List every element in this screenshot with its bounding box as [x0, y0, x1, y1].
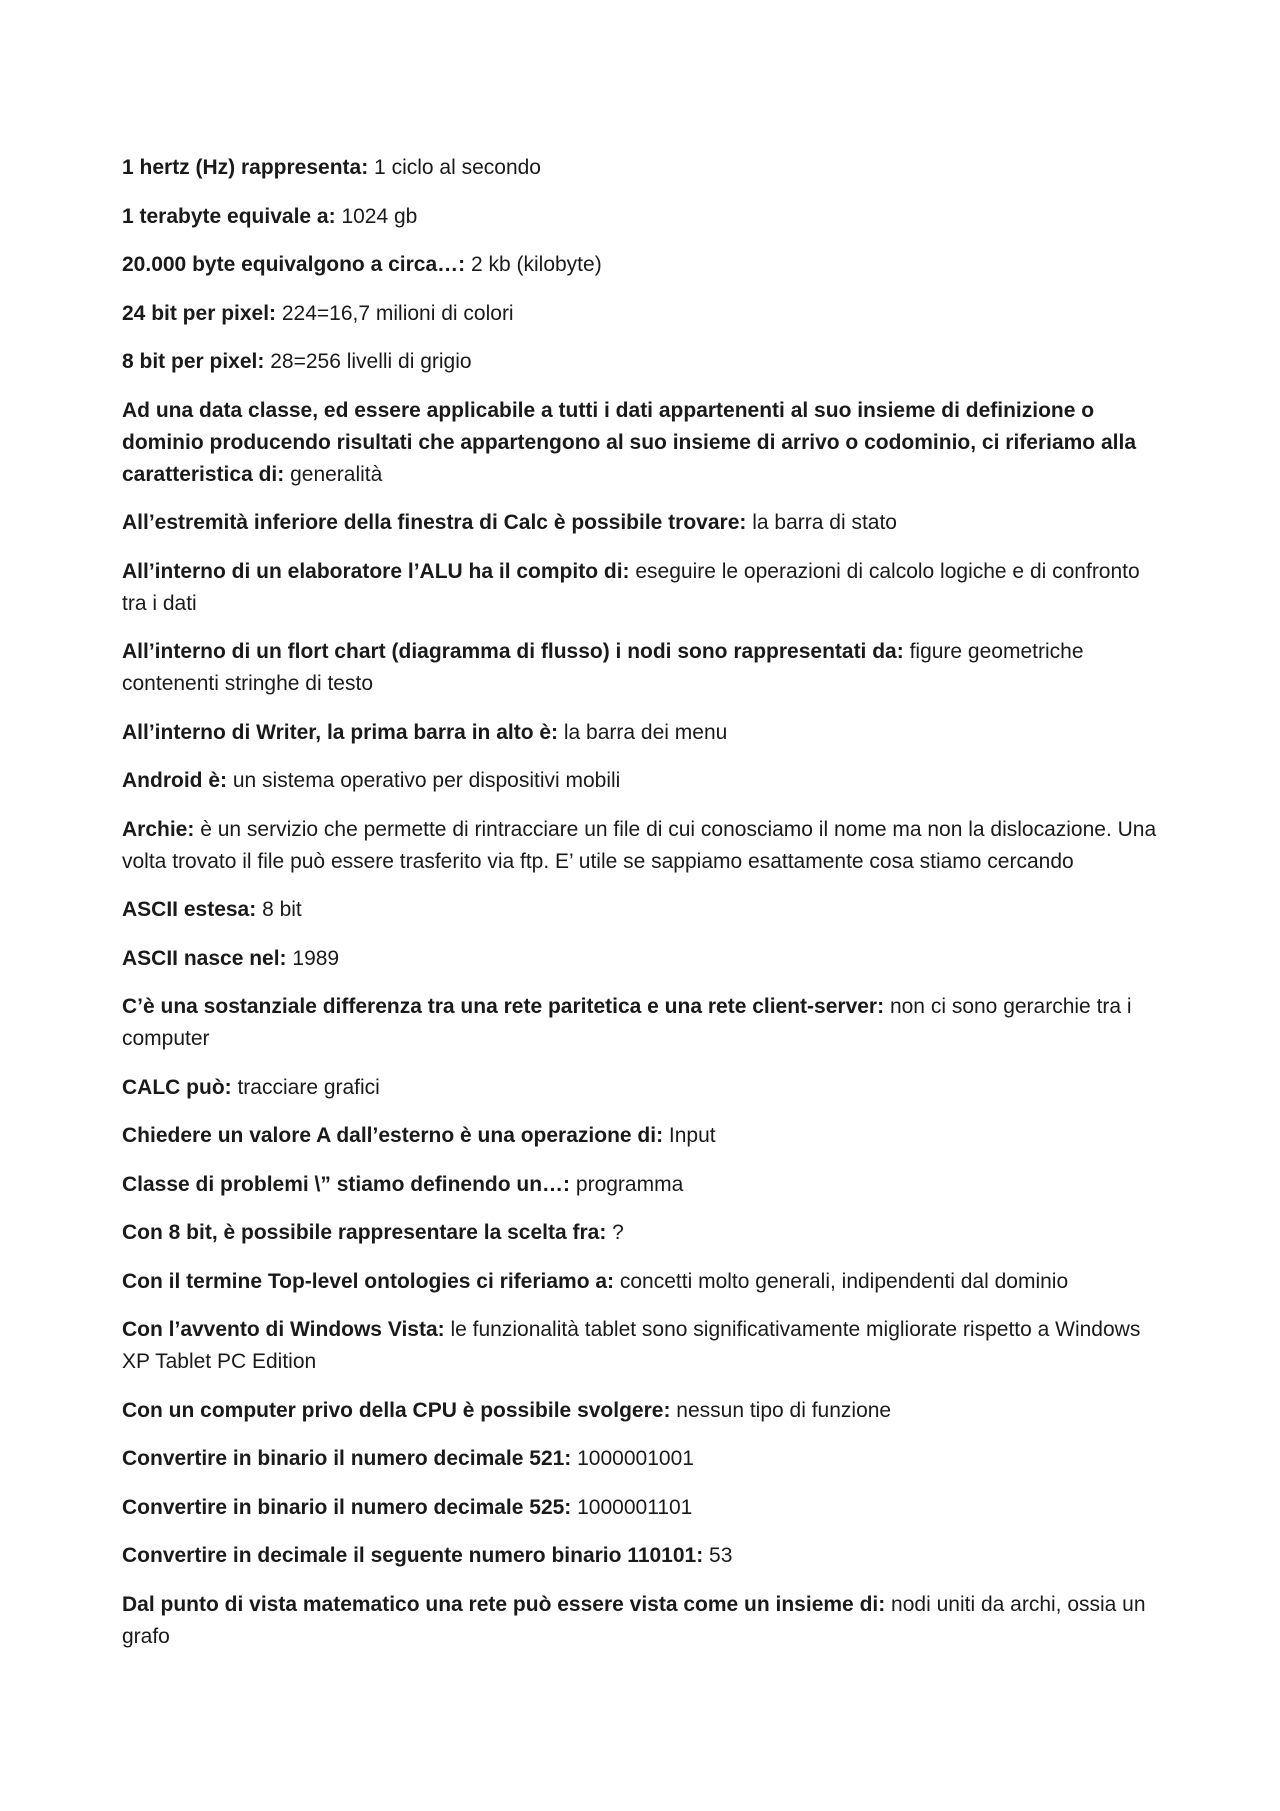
answer: concetti molto generali, indipendenti dal dominio: [614, 1269, 1069, 1293]
qa-entry: [122, 1120, 1167, 1152]
question: 1 terabyte equivale a:: [122, 204, 336, 228]
qa-entry: [122, 1217, 1167, 1249]
question: C’è una sostanziale differenza tra una rete paritetica e una rete client-server:: [122, 995, 885, 1018]
answer: 1 ciclo al secondo: [368, 156, 541, 179]
answer: programma: [570, 1172, 684, 1196]
answer: è un servizio che permette di rintracciare un file di cui conosciamo il nome ma non la dislocazione. Una volta trovato il file può essere trasferito via ftp. E’ utile se sappiamo esattamente cosa stiamo cercando: [122, 817, 1157, 873]
answer: 1989: [286, 946, 340, 970]
qa-entry: [122, 507, 1167, 539]
question: All’interno di Writer, la prima barra in alto è:: [122, 720, 559, 744]
question: Convertire in decimale il seguente numero binario 110101:: [122, 1544, 704, 1567]
question: Convertire in binario il numero decimale 521:: [122, 1447, 572, 1470]
answer: 53: [703, 1544, 733, 1567]
question: Convertire in binario il numero decimale 525:: [122, 1495, 572, 1519]
qa-entry: [122, 1072, 1167, 1104]
qa-entry: [122, 894, 1167, 926]
question: 8 bit per pixel:: [122, 350, 265, 373]
question: 24 bit per pixel:: [122, 301, 277, 325]
question: Con un computer privo della CPU è possibile svolgere:: [122, 1398, 671, 1422]
answer: figure geometriche contenenti stringhe di testo: [122, 640, 1084, 695]
question: All’estremità inferiore della finestra di Calc è possibile trovare:: [122, 511, 747, 534]
answer: generalità: [284, 462, 383, 486]
answer: le funzionalità tablet sono significativamente migliorate rispetto a Windows XP Tablet PC Edition: [122, 1318, 1141, 1373]
answer: 8 bit: [256, 898, 302, 921]
qa-entry: [122, 556, 1167, 620]
answer: la barra dei menu: [558, 720, 728, 744]
qa-entry: [122, 991, 1167, 1055]
qa-entry: [122, 346, 1167, 378]
question: Dal punto di vista matematico una rete può essere vista come un insieme di:: [122, 1592, 886, 1616]
qa-entry: [122, 298, 1167, 330]
qa-entry: [122, 201, 1167, 233]
document-page: [122, 152, 1167, 1669]
question: Android è:: [122, 769, 227, 792]
answer: eseguire le operazioni di calcolo logiche e di confronto tra i dati: [122, 559, 1140, 615]
answer: un sistema operativo per dispositivi mobili: [227, 769, 621, 792]
question: 20.000 byte equivalgono a circa…:: [122, 253, 466, 276]
qa-entry: [122, 1540, 1167, 1572]
question: Con l’avvento di Windows Vista:: [122, 1318, 445, 1341]
qa-entry: [122, 1443, 1167, 1475]
question: Archie:: [122, 817, 195, 841]
qa-entry: [122, 814, 1167, 878]
question: CALC può:: [122, 1075, 232, 1099]
answer: la barra di stato: [746, 511, 897, 534]
question: ASCII estesa:: [122, 898, 257, 921]
answer: ?: [606, 1221, 624, 1244]
question: All’interno di un flort chart (diagramma di flusso) i nodi sono rappresentati da:: [122, 640, 904, 663]
answer: 1000001001: [571, 1447, 694, 1470]
answer: 2 kb (kilobyte): [465, 253, 602, 276]
question: ASCII nasce nel:: [122, 946, 287, 970]
qa-entry: [122, 1169, 1167, 1201]
answer: 28=256 livelli di grigio: [264, 350, 472, 373]
qa-entry: [122, 765, 1167, 797]
answer: 1024 gb: [335, 204, 418, 228]
qa-entry: [122, 249, 1167, 281]
qa-entry: [122, 1314, 1167, 1378]
qa-entry: [122, 636, 1167, 700]
answer: non ci sono gerarchie tra i computer: [122, 995, 1132, 1050]
qa-entry: [122, 152, 1167, 184]
answer: 224=16,7 milioni di colori: [276, 301, 514, 325]
answer: 1000001101: [571, 1495, 693, 1519]
qa-entry: [122, 1589, 1167, 1653]
question: Ad una data classe, ed essere applicabile a tutti i dati appartenenti al suo insieme di definizione o dominio producendo risultati che appartengono al suo insieme di arrivo o codominio, ci riferiamo alla caratteristica di:: [122, 398, 1136, 486]
qa-entry: [122, 395, 1167, 491]
question: All’interno di un elaboratore l’ALU ha il compito di:: [122, 559, 630, 583]
question: Classe di problemi \” stiamo definendo un…:: [122, 1172, 571, 1196]
question: Con il termine Top-level ontologies ci riferiamo a:: [122, 1269, 615, 1293]
qa-entry: [122, 1266, 1167, 1298]
qa-entry: [122, 717, 1167, 749]
question: Chiedere un valore A dall’esterno è una operazione di:: [122, 1124, 664, 1147]
question: Con 8 bit, è possibile rappresentare la scelta fra:: [122, 1221, 607, 1244]
qa-entry: [122, 1492, 1167, 1524]
answer: tracciare grafici: [231, 1075, 380, 1099]
answer: nodi uniti da archi, ossia un grafo: [122, 1592, 1146, 1648]
qa-entry: [122, 943, 1167, 975]
qa-entry: [122, 1395, 1167, 1427]
answer: nessun tipo di funzione: [670, 1398, 892, 1422]
question: 1 hertz (Hz) rappresenta:: [122, 156, 369, 179]
answer: Input: [663, 1124, 716, 1147]
